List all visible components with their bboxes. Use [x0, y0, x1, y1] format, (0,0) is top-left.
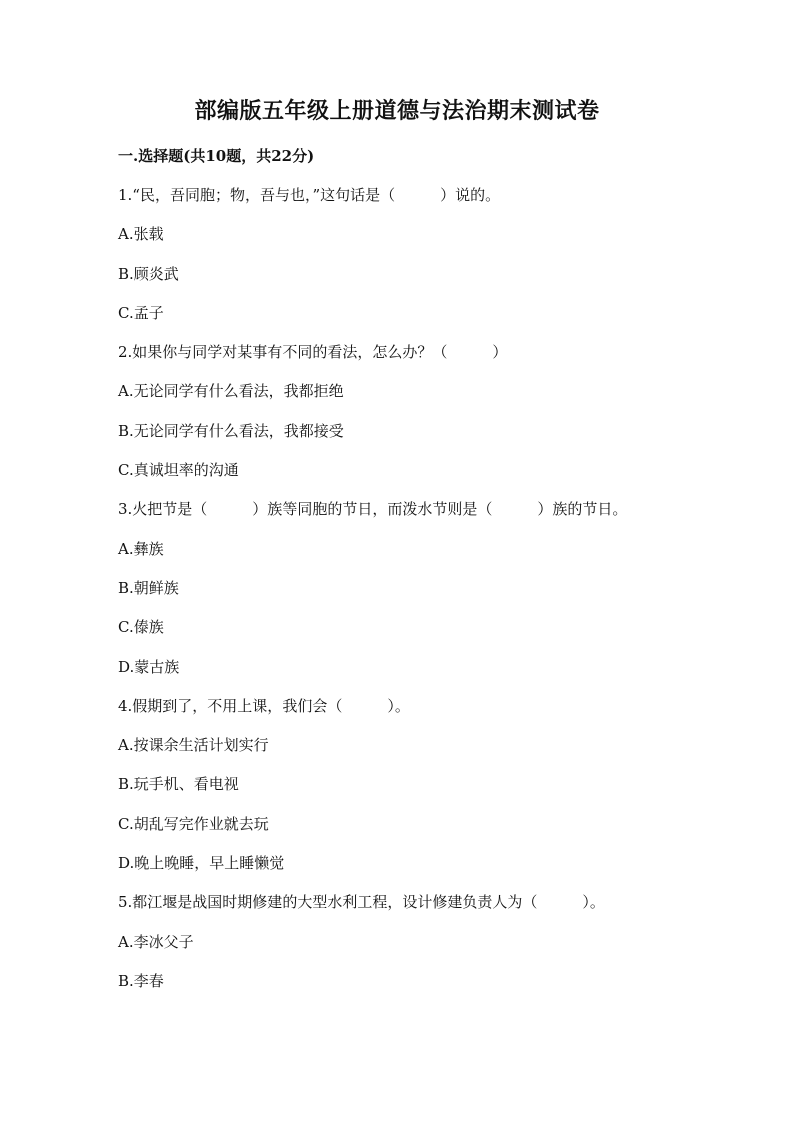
question-list	[118, 183, 718, 1008]
section-heading: 一.选择题(共10题，共22分)	[118, 147, 315, 165]
question-2-option-c: C.真诚坦率的沟通	[118, 461, 239, 480]
page-title: 部编版五年级上册道德与法治期末测试卷	[194, 98, 600, 124]
question-2-option-a: A.无论同学有什么看法，我都拒绝	[118, 382, 344, 401]
question-5-option-a: A.李冰父子	[118, 932, 194, 951]
question-3: 3.火把节是（ ）族等同胞的节日，而泼水节则是（ ）族的节日。	[118, 500, 628, 519]
question-3-option-c: C.傣族	[118, 618, 164, 637]
question-4-option-b: B.玩手机、看电视	[118, 775, 239, 794]
question-3-option-a: A.彝族	[118, 539, 164, 558]
question-4-option-a: A.按课余生活计划实行	[118, 736, 269, 755]
question-3-option-b: B.朝鲜族	[118, 578, 179, 597]
question-4: 4.假期到了，不用上课，我们会（ ）。	[118, 696, 410, 715]
question-3-option-d: D.蒙古族	[118, 657, 180, 676]
question-4-option-d: D.晚上晚睡，早上睡懒觉	[118, 854, 285, 873]
question-1-option-c: C.孟子	[118, 303, 164, 322]
question-2: 2.如果你与同学对某事有不同的看法，怎么办？（ ）	[118, 343, 508, 362]
question-1-option-b: B.顾炎武	[118, 264, 179, 283]
question-5-option-b: B.李春	[118, 971, 164, 990]
question-5: 5.都江堰是战国时期修建的大型水利工程，设计修建负责人为（ ）。	[118, 893, 605, 912]
question-1: 1.“民，吾同胞；物，吾与也，”这句话是（ ）说的。	[118, 186, 501, 204]
question-2-option-b: B.无论同学有什么看法，我都接受	[118, 421, 344, 440]
question-4-option-c: C.胡乱写完作业就去玩	[118, 814, 269, 833]
question-1-option-a: A.张载	[118, 225, 164, 244]
